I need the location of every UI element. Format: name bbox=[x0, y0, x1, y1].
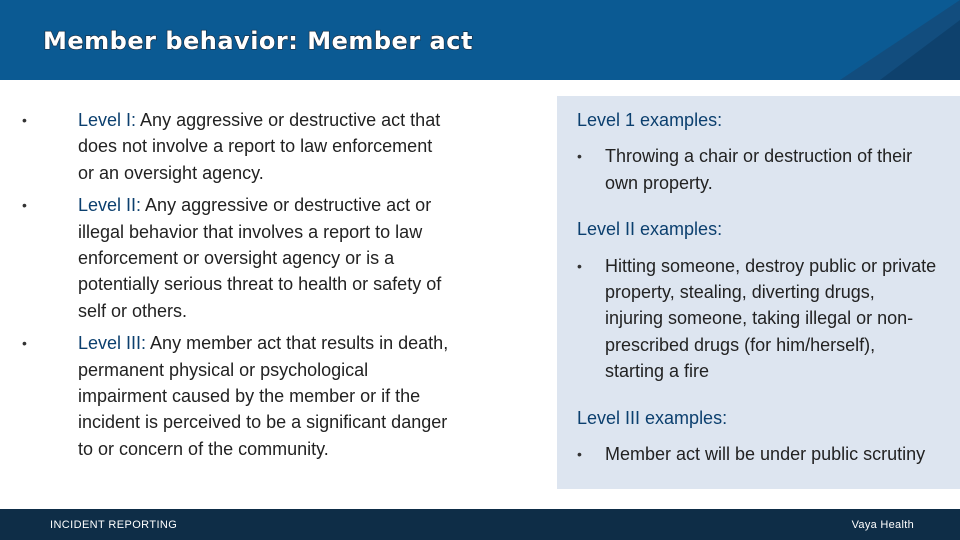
level-description: Any member act that results in death, permanent physical or psychological impairment caused by the member or if the incident is perceived to be a significant danger to or concern of the community. bbox=[78, 333, 449, 459]
example-text: Throwing a chair or destruction of their own property. bbox=[605, 146, 913, 193]
examples-heading-level-1: Level 1 examples: bbox=[577, 110, 723, 130]
header-decoration bbox=[800, 0, 960, 80]
header-bar bbox=[0, 0, 960, 80]
level-label: Level II: bbox=[78, 195, 142, 216]
list-item-level-3 bbox=[22, 330, 452, 462]
footer-section-label: INCIDENT REPORTING bbox=[50, 519, 178, 531]
list-item-level-1 bbox=[22, 107, 452, 186]
examples-content bbox=[577, 107, 937, 487]
bullet-icon: • bbox=[577, 257, 582, 274]
level-description: Any aggressive or destructive act or illegal behavior that involves a report to law enforcement or oversight agency or is a potentially serious threat to health or safety of self or others. bbox=[78, 195, 442, 321]
bullet-icon: • bbox=[577, 446, 582, 463]
example-text: Hitting someone, destroy public or private property, stealing, diverting drugs, injuring someone, taking illegal or non-prescribed drugs (for him/herself), starting a fire bbox=[605, 255, 937, 382]
bullet-icon: • bbox=[22, 197, 27, 214]
bullet-icon: • bbox=[22, 112, 27, 128]
example-text: Member act will be under public scrutiny bbox=[605, 444, 926, 465]
level-label: Level I: bbox=[78, 110, 137, 130]
bullet-icon: • bbox=[22, 335, 27, 352]
examples-heading-level-3: Level III examples: bbox=[577, 407, 728, 428]
bullet-icon: • bbox=[577, 148, 582, 165]
footer-brand: Vaya Health bbox=[851, 519, 914, 531]
example-item-level-1 bbox=[577, 143, 937, 196]
list-item-level-2 bbox=[22, 192, 452, 324]
example-item-level-2 bbox=[577, 253, 937, 385]
level-definitions bbox=[22, 107, 452, 468]
example-item-level-3 bbox=[577, 441, 937, 467]
footer-bar bbox=[0, 509, 960, 540]
level-description: Any aggressive or destructive act that does not involve a report to law enforcement or an oversight agency. bbox=[78, 110, 441, 183]
page-title: Member behavior: Member act bbox=[43, 27, 473, 55]
examples-heading-level-2: Level II examples: bbox=[577, 219, 723, 240]
level-label: Level III: bbox=[78, 333, 147, 354]
